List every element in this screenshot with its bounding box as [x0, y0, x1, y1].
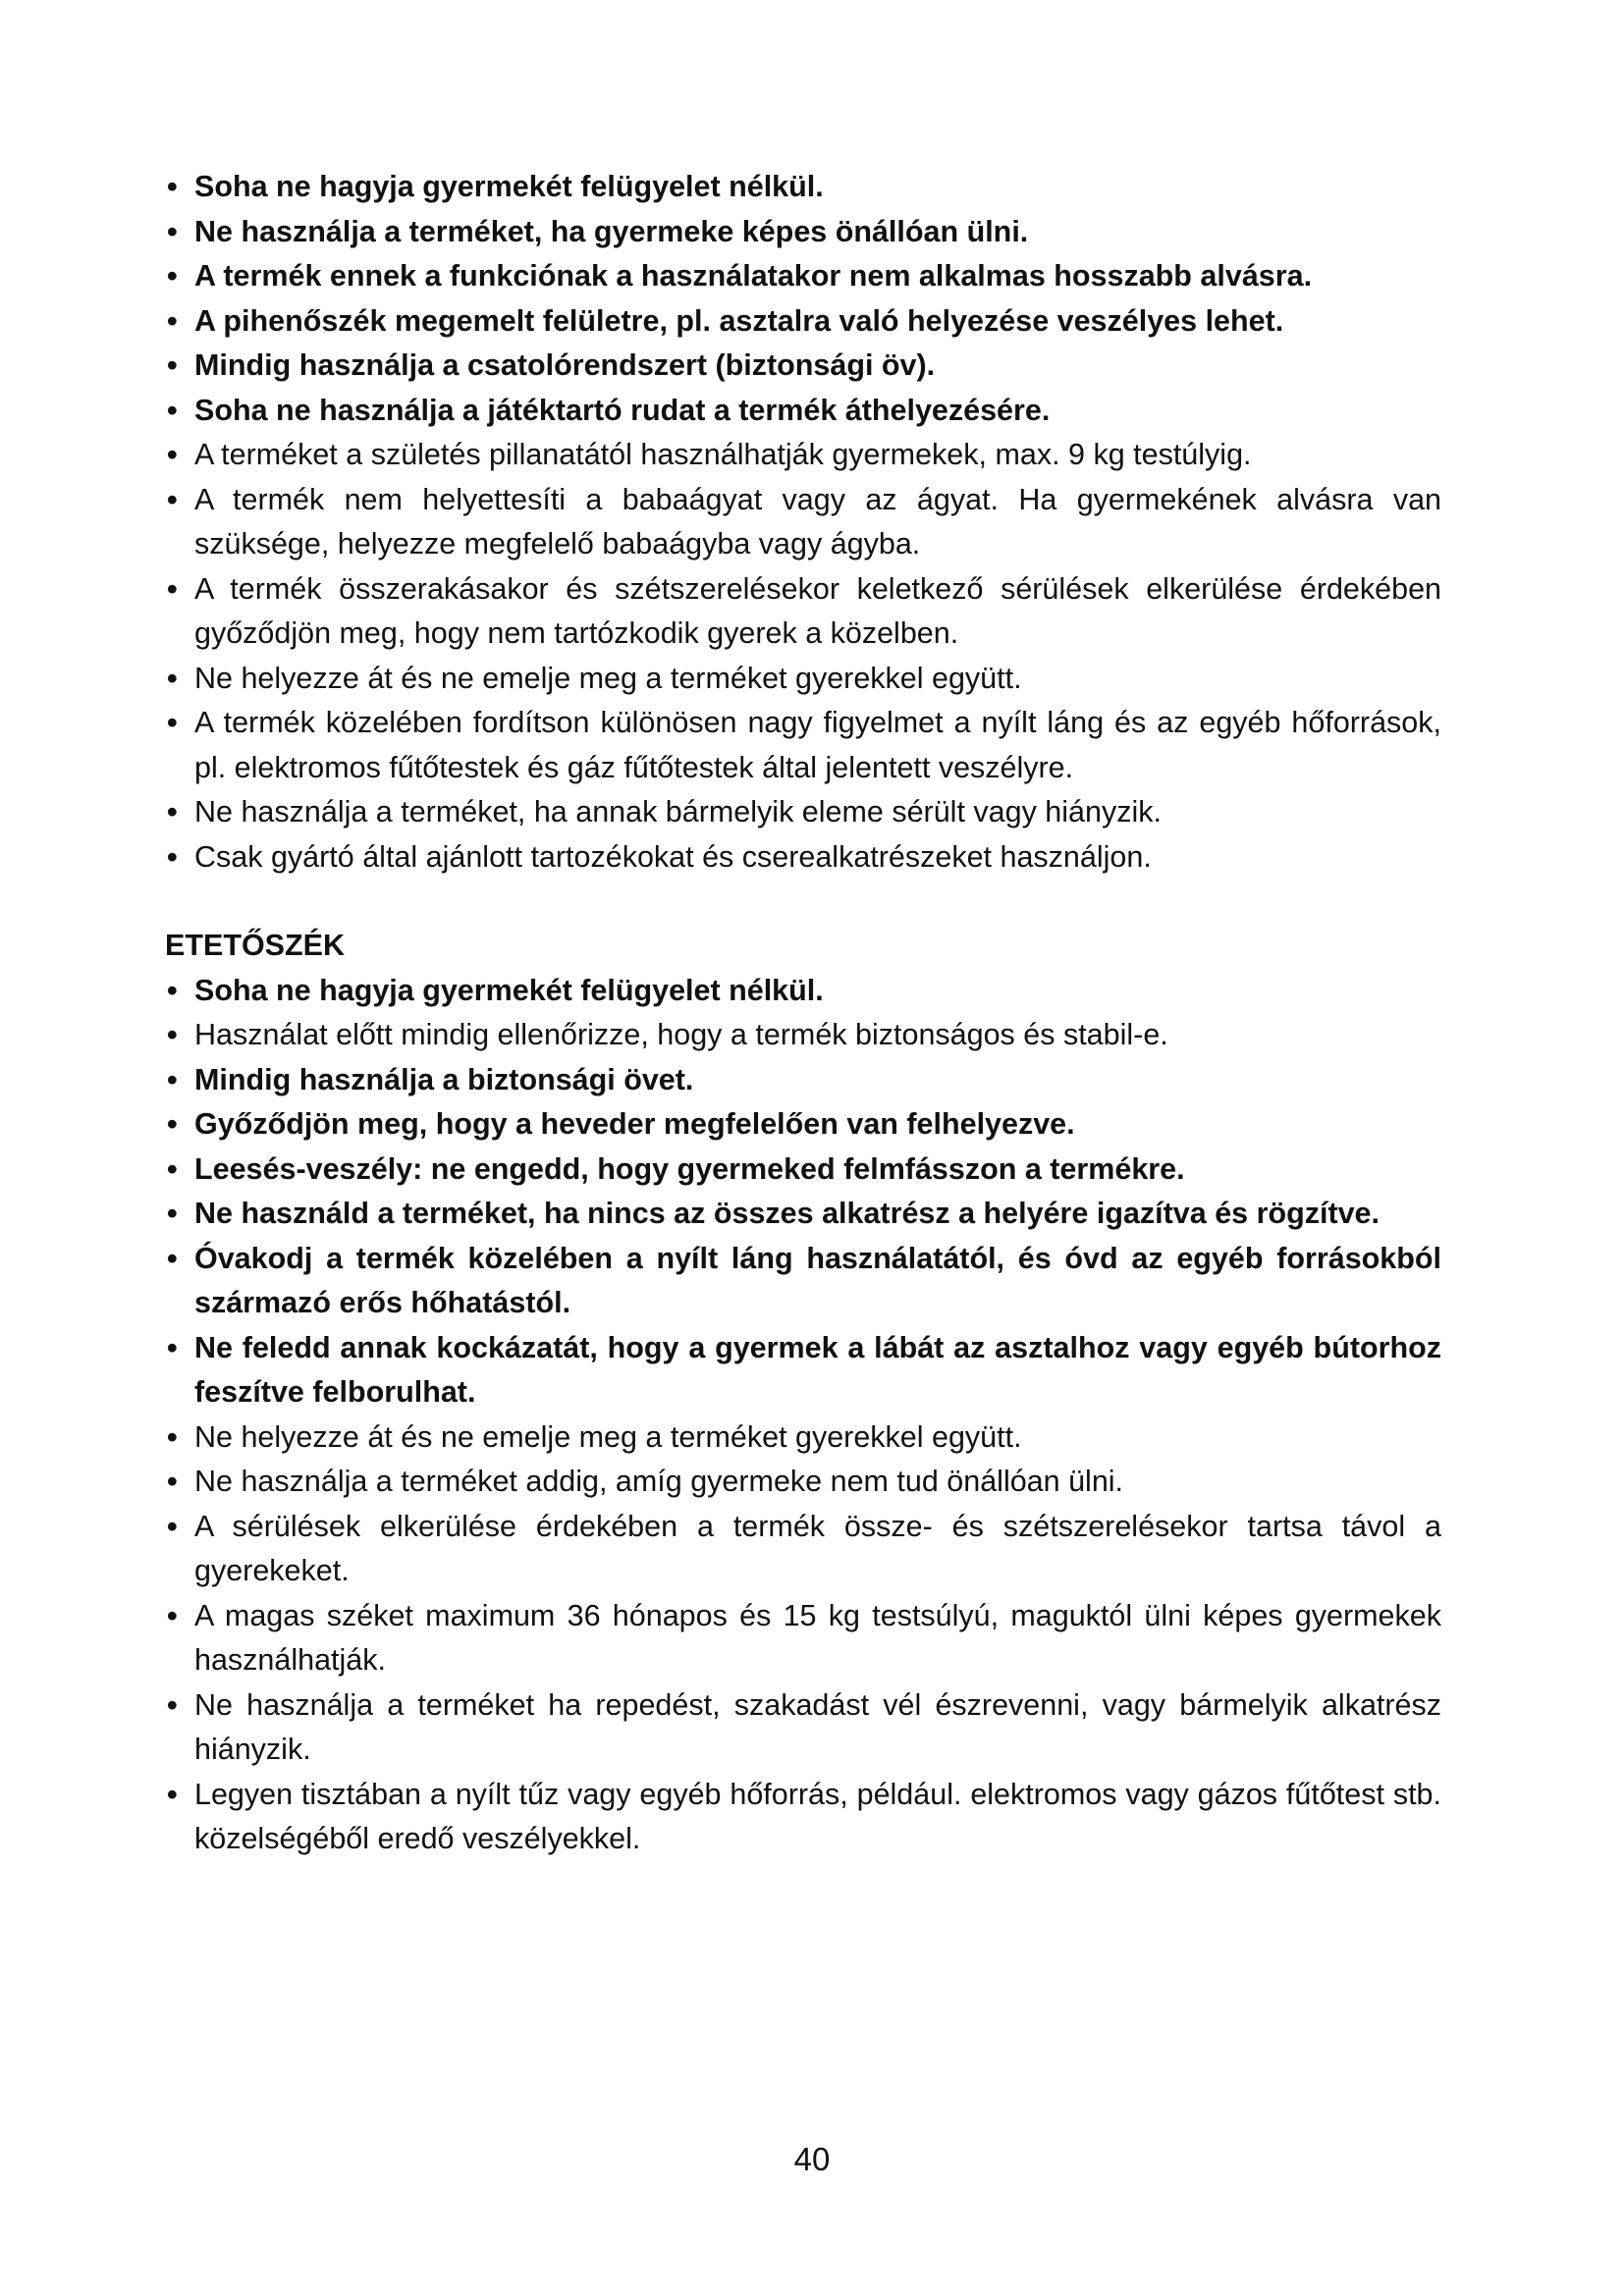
- list-item: • Ne használja a terméket, ha gyermeke képes önállóan ülni.: [165, 210, 1441, 255]
- list-item: • A magas széket maximum 36 hónapos és 15 kg testsúlyú, maguktól ülni képes gyermekek használhatják.: [165, 1594, 1441, 1683]
- list-item: • A sérülések elkerülése érdekében a termék össze- és szétszerelésekor tartsa távol a gyerekeket.: [165, 1505, 1441, 1594]
- list-item: • Csak gyártó által ajánlott tartozékokat és cserealkatrészeket használjon.: [165, 835, 1441, 881]
- list-item: • Ne használja a terméket addig, amíg gyermeke nem tud önállóan ülni.: [165, 1460, 1441, 1505]
- list-item: • A terméket a születés pillanatától használhatják gyermekek, max. 9 kg testúlyig.: [165, 433, 1441, 478]
- safety-list-general: [165, 165, 1441, 880]
- list-item: • Soha ne hagyja gyermekét felügyelet nélkül.: [165, 165, 1441, 210]
- list-item: • Soha ne hagyja gyermekét felügyelet nélkül.: [165, 969, 1441, 1014]
- list-item: • Ne használja a terméket, ha annak bármelyik eleme sérült vagy hiányzik.: [165, 790, 1441, 835]
- list-item: • Mindig használja a csatolórendszert (biztonsági öv).: [165, 344, 1441, 389]
- list-item: • Ne helyezze át és ne emelje meg a terméket gyerekkel együtt.: [165, 657, 1441, 702]
- list-item: • Ne használja a terméket ha repedést, szakadást vél észrevenni, vagy bármelyik alkatrész hiányzik.: [165, 1683, 1441, 1773]
- list-item: • A termék ennek a funkciónak a használatakor nem alkalmas hosszabb alvásra.: [165, 254, 1441, 299]
- list-item: • Óvakodj a termék közelében a nyílt láng használatától, és óvd az egyéb forrásokból származó erős hőhatástól.: [165, 1237, 1441, 1326]
- list-item: • A termék közelében fordítson különösen nagy figyelmet a nyílt láng és az egyéb hőforrások, pl. elektromos fűtőtestek és gáz fűtőtestek által jelentett veszélyre.: [165, 701, 1441, 790]
- list-item: • Mindig használja a biztonsági övet.: [165, 1058, 1441, 1103]
- list-item: • Győződjön meg, hogy a heveder megfelelően van felhelyezve.: [165, 1102, 1441, 1148]
- list-item: • A termék összerakásakor és szétszerelésekor keletkező sérülések elkerülése érdekében győződjön meg, hogy nem tartózkodik gyerek a közelben.: [165, 567, 1441, 657]
- list-item: • Használat előtt mindig ellenőrizze, hogy a termék biztonságos és stabil-e.: [165, 1013, 1441, 1058]
- list-item: • Leesés-veszély: ne engedd, hogy gyermeked felmfásszon a termékre.: [165, 1148, 1441, 1193]
- safety-list-high-chair: [165, 969, 1441, 1862]
- page-number: 40: [793, 2141, 831, 2177]
- list-item: • Ne helyezze át és ne emelje meg a terméket gyerekkel együtt.: [165, 1415, 1441, 1461]
- section-heading: ETETŐSZÉK: [165, 929, 346, 962]
- list-item: • Soha ne használja a játéktartó rudat a termék áthelyezésére.: [165, 389, 1441, 434]
- list-item: • A pihenőszék megemelt felületre, pl. asztalra való helyezése veszélyes lehet.: [165, 299, 1441, 345]
- list-item: • A termék nem helyettesíti a babaágyat vagy az ágyat. Ha gyermekének alvásra van szüksége, helyezze megfelelő babaágyba vagy ágyba.: [165, 478, 1441, 567]
- list-item: • Ne használd a terméket, ha nincs az összes alkatrész a helyére igazítva és rögzítve.: [165, 1192, 1441, 1237]
- list-item: • Legyen tisztában a nyílt tűz vagy egyéb hőforrás, például. elektromos vagy gázos fűtőtest stb. közelségéből eredő veszélyekkel.: [165, 1773, 1441, 1862]
- document-page: [165, 165, 1441, 1862]
- list-item: • Ne feledd annak kockázatát, hogy a gyermek a lábát az asztalhoz vagy egyéb bútorhoz feszítve felborulhat.: [165, 1326, 1441, 1415]
